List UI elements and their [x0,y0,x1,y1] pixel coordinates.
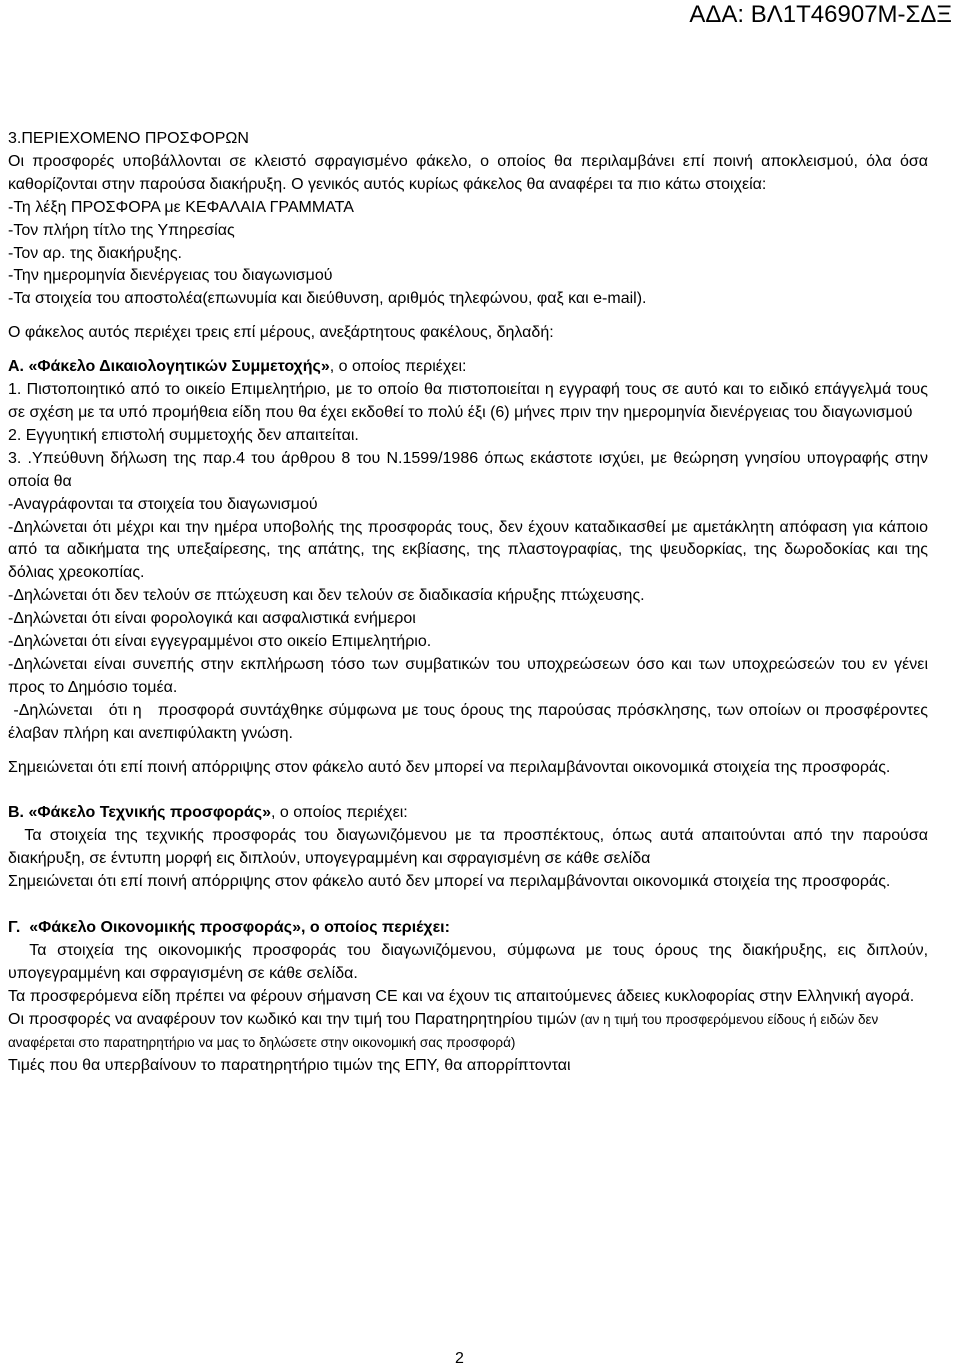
envelope-a-item-3: 3. .Υπεύθυνη δήλωση της παρ.4 του άρθρου 8 του Ν.1599/1986 όπως εκάστοτε ισχύει, με θεώρηση γνησίου υπογραφής στην οποία θα [8,449,928,490]
envelopes-intro: Ο φάκελος αυτός περιέχει τρεις επί μέρους, ανεξάρτητους φακέλους, δηλαδή: [8,324,554,342]
section-title: 3.ΠΕΡΙΕΧΟΜΕΝΟ ΠΡΟΣΦΟΡΩΝ [8,130,249,147]
envelope-c-title: Γ. «Φάκελο Οικονομικής προσφοράς», ο οποίος περιέχει: [8,919,450,937]
envelope-a-heading [8,356,928,379]
envelope-c-code-text: Οι προσφορές να αναφέρουν τον κωδικό και την τιμή του Παρατηρητηρίου τιμών [8,1010,577,1028]
declaration: -Δηλώνεται ότι είναι φορολογικά και ασφαλιστικά ενήμεροι [8,610,416,628]
envelope-a-item-1: 1. Πιστοποιητικό από το οικείο Επιμελητήριο, με το οποίο θα πιστοποιείται η εγγραφή τους σε αυτό και το ειδικό επάγγελμά τους σε σχέση με τα υπό προμήθεια είδη που θα έχει εκδοθεί το πολύ έξι (6) μήνες πριν την ημερομηνία διενέργειας του διαγωνισμού [8,381,928,421]
envelope-c-code-small: (αν η τιμή του προσφερόμενου είδους ή ειδών δεν αναφέρεται στο παρατηρητήριο να μας το δηλώσετε στην οικονομική σας προσφορά) [8,1011,879,1050]
page-number: 2 [455,1350,464,1367]
document-body [8,128,933,1077]
envelope-item: -Την ημερομηνία διενέργειας του διαγωνισμού [8,267,333,285]
envelope-b-title: Β. «Φάκελο Τεχνικής προσφοράς» [8,804,271,822]
ada-code: ΑΔΑ: ΒΛ1Τ46907Μ-ΣΔΞ [689,1,952,28]
envelope-a-item-2: 2. Εγγυητική επιστολή συμμετοχής δεν απαιτείται. [8,426,359,444]
envelope-item: -Τη λέξη ΠΡΟΣΦΟΡΑ με ΚΕΦΑΛΑΙΑ ΓΡΑΜΜΑΤΑ [8,198,354,216]
envelope-item: -Τον αρ. της διακήρυξης. [8,244,182,262]
envelope-item: -Τα στοιχεία του αποστολέα(επωνυμία και διεύθυνση, αριθμός τηλεφώνου, φαξ και e-mail). [8,290,647,308]
envelope-b-note: Σημειώνεται ότι επί ποινή απόρριψης στον φάκελο αυτό δεν μπορεί να περιλαμβάνονται οικονομικά στοιχεία της προσφοράς. [8,873,891,891]
declaration: -Δηλώνεται ότι είναι εγγεγραμμένοι στο οικείο Επιμελητήριο. [8,633,432,651]
section-intro: Οι προσφορές υποβάλλονται σε κλειστό σφραγισμένο φάκελο, ο οποίος θα περιλαμβάνει επί ποινή αποκλεισμού, όλα όσα καθορίζονται στην παρούσα διακήρυξη. Ο γενικός αυτός κυρίως φάκελος θα αναφέρει τα πιο κάτω στοιχεία: [8,152,928,193]
declaration: -Δηλώνεται είναι συνεπής στην εκπλήρωση τόσο των συμβατικών του υποχρεώσεων όσο και των υποχρεώσεών του εν γένει προς το Δημόσιο τομέα. [8,655,928,696]
envelope-b-body: Τα στοιχεία της τεχνικής προσφοράς του διαγωνιζόμενου με τα προσπέκτους, όπως αυτά απαιτούνται από την παρούσα διακήρυξη, σε έντυπη μορφή εις διπλούν, υπογεγραμμένη και σφραγισμένη σε κάθε σελίδα [8,827,933,868]
envelope-b-heading [8,802,928,825]
envelope-a-note: Σημειώνεται ότι επί ποινή απόρριψης στον φάκελο αυτό δεν μπορεί να περιλαμβάνονται οικονομικά στοιχεία της προσφοράς. [8,758,891,776]
envelope-item: -Τον πλήρη τίτλο της Υπηρεσίας [8,221,235,239]
declaration: -Δηλώνεται ότι η προσφορά συντάχθηκε σύμφωνα με τους όρους της παρούσας πρόσκλησης, των οποίων οι προσφέροντες έλαβαν πλήρη και ανεπιφύλακτη γνώση. [8,701,933,742]
envelope-c-code [8,1009,928,1055]
envelope-c-body: Τα στοιχεία της οικονομικής προσφοράς του διαγωνιζόμενου, σύμφωνα με τους όρους της διακήρυξης, εις διπλούν, υπογεγραμμένη και σφραγισμένη σε κάθε σελίδα. [8,942,933,982]
envelope-c-prices-text: Τιμές που θα υπερβαίνουν το παρατηρητήριο τιμών της ΕΠΥ, θα απορρίπτονται [8,1056,571,1074]
declaration: -Δηλώνεται ότι δεν τελούν σε πτώχευση και δεν τελούν σε διαδικασία κήρυξης πτώχευσης. [8,587,645,605]
envelope-b-title-suffix: , ο οποίος περιέχει: [270,804,408,822]
declaration: -Δηλώνεται ότι μέχρι και την ημέρα υποβολής της προσφοράς τους, δεν έχουν καταδικασθεί με αμετάκλητη απόφαση για κάποιο από τα αδικήματα της υπεξαίρεσης, της απάτης, της εκβίασης, της πλαστογραφίας, της ψευδορκίας, της δωροδοκίας και της δόλιας χρεοκοπίας. [8,518,928,582]
declaration: -Αναγράφονται τα στοιχεία του διαγωνισμού [8,495,318,513]
envelope-a-title-suffix: , ο οποίος περιέχει: [329,358,467,376]
envelope-a-title: Α. «Φάκελο Δικαιολογητικών Συμμετοχής» [8,358,330,376]
envelope-c-ce-text: Τα προσφερόμενα είδη πρέπει να φέρουν σήμανση CE και να έχουν τις απαιτούμενες άδειες κυκλοφορίας στην Ελληνική αγορά. [8,987,915,1005]
